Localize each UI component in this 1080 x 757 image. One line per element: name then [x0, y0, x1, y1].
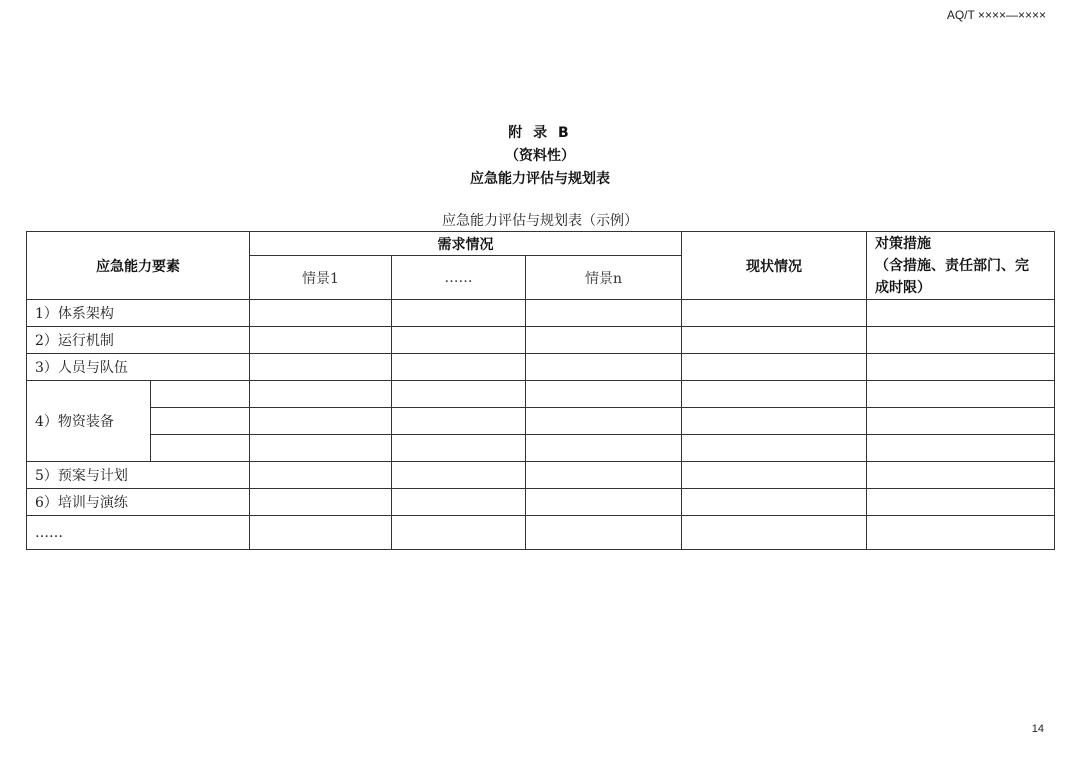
row-label: 1）体系架构	[27, 300, 250, 327]
table-row	[27, 516, 1055, 550]
header-scenario-n: 情景n	[526, 256, 682, 300]
header-measures-line1: 对策措施	[875, 235, 931, 252]
row-label: 4）物资装备	[27, 381, 151, 462]
header-scenario-1: 情景1	[250, 256, 392, 300]
table-row	[27, 435, 1055, 462]
table-caption: 应急能力评估与规划表（示例）	[442, 213, 638, 229]
appendix-nature: （资料性）	[505, 148, 575, 164]
title-block	[0, 122, 1080, 191]
header-element: 应急能力要素	[27, 232, 250, 300]
page-number: 14	[1031, 723, 1044, 735]
table-row	[27, 408, 1055, 435]
header-measures-line2: （含措施、责任部门、完	[875, 257, 1029, 274]
standard-code: AQ/T ××××—××××	[946, 8, 1046, 22]
header-measures-line3: 成时限）	[875, 279, 931, 296]
table-row	[27, 489, 1055, 516]
row-label: 2）运行机制	[27, 327, 250, 354]
table-row	[27, 327, 1055, 354]
table-row	[27, 354, 1055, 381]
row-label: ……	[27, 516, 250, 550]
table-row	[27, 462, 1055, 489]
table-row	[27, 300, 1055, 327]
assessment-table	[26, 231, 1055, 550]
appendix-title: 附 录 B	[508, 125, 572, 141]
header-measures	[867, 232, 1055, 300]
row-label: 6）培训与演练	[27, 489, 250, 516]
table-row	[27, 381, 1055, 408]
appendix-main-title: 应急能力评估与规划表	[470, 171, 610, 187]
row-label: 5）预案与计划	[27, 462, 250, 489]
header-status: 现状情况	[682, 232, 867, 300]
header-scenario-ellipsis: ……	[392, 256, 526, 300]
row-label: 3）人员与队伍	[27, 354, 250, 381]
header-demand: 需求情况	[250, 232, 682, 256]
